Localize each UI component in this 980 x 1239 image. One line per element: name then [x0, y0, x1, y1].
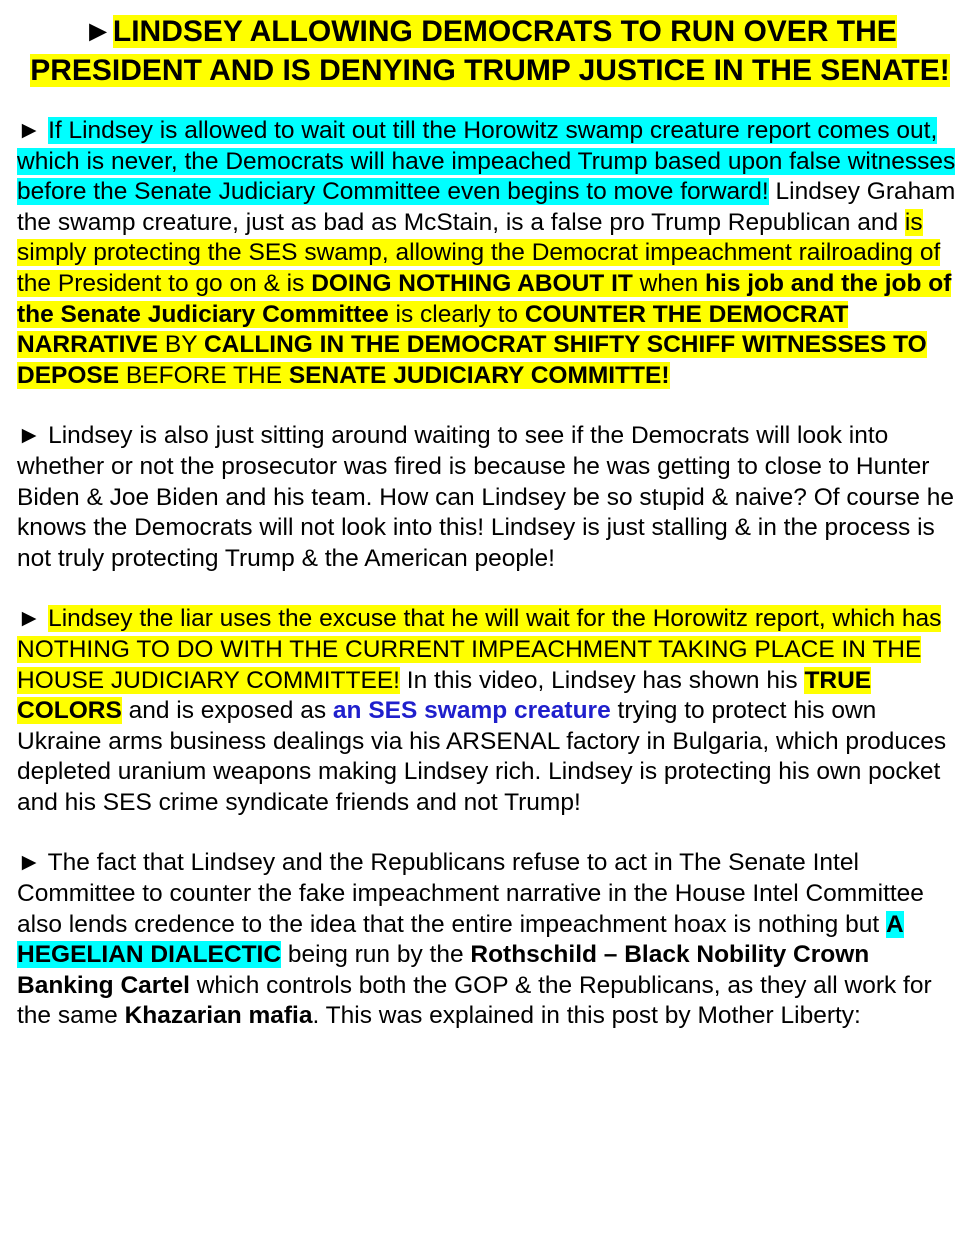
p4-bold-rothschild: Rothschild – Black Nobility Crown Banking Cartel: [17, 941, 870, 999]
paragraph-4: [17, 848, 963, 1032]
page-title: [17, 12, 963, 90]
p3-bold-true-colors: TRUE COLORS: [17, 666, 872, 725]
p1-by: BY: [158, 331, 204, 359]
p1-bold-calling: CALLING IN THE DEMOCRAT SHIFTY SCHIFF WITNESSES TO DEPOSE: [17, 331, 927, 389]
p4-controls: which controls both the GOP & the Republicans, as they all work for the same: [17, 971, 932, 1030]
paragraph-3: [17, 604, 963, 818]
p4-bold-khazarian: Khazarian mafia: [124, 1002, 313, 1030]
p4-text: The fact that Lindsey and the Republicans refuse to act in The Senate Intel Committee to counter the fake impeachment narrative in the House Intel Committee also lends credence to the idea that the entire impeachment hoax is nothing but: [17, 849, 924, 938]
p1-bold-doing-nothing: DOING NOTHING ABOUT IT: [311, 269, 633, 297]
arrow-bullet-icon: ►: [83, 15, 113, 48]
p1-text: Lindsey Graham the swamp creature, just as bad as McStain, is a false pro Trump Republican and: [17, 178, 956, 236]
p1-cyan-highlight: If Lindsey is allowed to wait out till the Horowitz swamp creature report comes out, which is never, the Democrats will have impeached Trump based upon false witnesses before the Senate Judiciary Committee even begins to move forward!: [17, 117, 956, 206]
p1-yellow-highlight: is simply protecting the SES swamp, allowing the Democrat impeachment railroading of the President to go on & is: [17, 208, 941, 297]
p3-yellow-highlight: Lindsey the liar uses the excuse that he will wait for the Horowitz report, which has NOTHING TO DO WITH THE CURRENT IMPEACHMENT TAKING PLACE IN THE HOUSE JUDICIARY COMMITTEE!: [17, 605, 942, 694]
p4-end: . This was explained in this post by Mother Liberty:: [312, 1002, 861, 1030]
paragraph-2: [17, 421, 963, 574]
p3-rest: trying to protect his own Ukraine arms business dealings via his ARSENAL factory in Bulgaria, which produces depleted uranium weapons making Lindsey rich. Lindsey is protecting his own pocket and his SES crime syndicate friends and not Trump!: [17, 697, 947, 816]
p1-bold-senate: SENATE JUDICIARY COMMITTE!: [288, 361, 670, 389]
arrow-bullet-icon: ►: [17, 117, 49, 144]
p1-when: when: [632, 269, 706, 297]
p3-text: In this video, Lindsey has shown his: [399, 666, 805, 694]
p1-before-the: BEFORE THE: [119, 361, 289, 389]
p1-is-clearly: is clearly to: [388, 300, 525, 328]
arrow-bullet-icon: ►: [17, 422, 49, 450]
p4-being-run: being run by the: [281, 941, 471, 969]
p3-exposed-as: and is exposed as: [121, 697, 333, 725]
p1-bold-counter: COUNTER THE DEMOCRAT NARRATIVE: [17, 300, 849, 359]
p1-bold-his-job: his job and the job of the Senate Judiciary Committee: [17, 269, 952, 328]
p3-blue-ses-swamp: an SES swamp creature: [332, 697, 611, 725]
title-text: LINDSEY ALLOWING DEMOCRATS TO RUN OVER THE PRESIDENT AND IS DENYING TRUMP JUSTICE IN THE SENATE!: [30, 15, 950, 87]
p4-cyan-hegelian: A HEGELIAN DIALECTIC: [17, 910, 904, 969]
arrow-bullet-icon: ►: [17, 849, 48, 877]
arrow-bullet-icon: ►: [17, 605, 49, 633]
p2-text: Lindsey is also just sitting around waiting to see if the Democrats will look into whether or not the prosecutor was fired is because he was getting to close to Hunter Biden & Joe Biden and his team. How can Lindsey be so stupid & naive? Of course he knows the Democrats will not look into this! Lindsey is just stalling & in the process is not truly protecting Trump & the American people!: [17, 422, 955, 572]
paragraph-1: [17, 116, 963, 391]
